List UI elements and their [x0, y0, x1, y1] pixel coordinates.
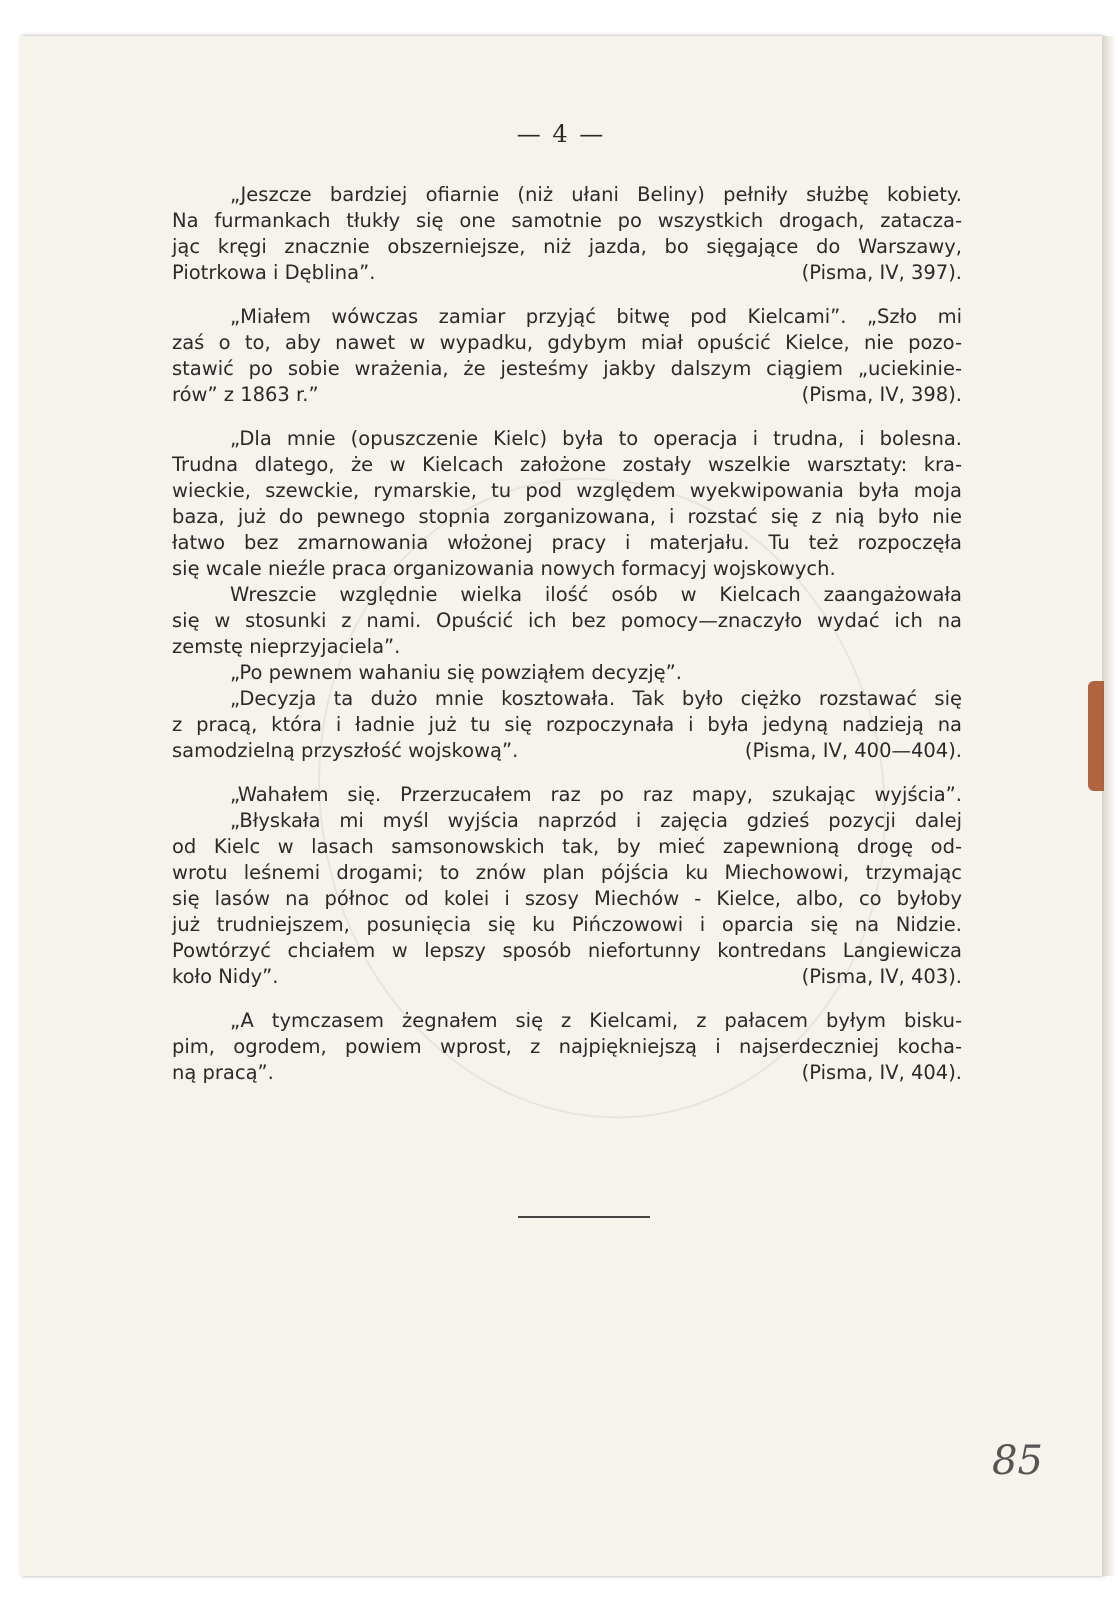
- text-line: Powtórzyć chciałem w lepszy sposób niefortunny kontredans Langiewicza: [172, 939, 962, 962]
- text-line: stawić po sobie wrażenia, że jesteśmy jakby dalszym ciągiem „uciekinie-: [172, 357, 962, 380]
- text-line: „Dla mnie (opuszczenie Kielc) była to operacja i trudna, i bolesna.: [230, 427, 962, 450]
- text-line: „Jeszcze bardziej ofiarnie (niż ułani Beliny) pełniły służbę kobiety.: [230, 183, 962, 206]
- text-line: już trudniejszem, posunięcia się ku Pińczowowi i oparcia się na Nidzie.: [172, 913, 962, 936]
- text-line: „Błyskała mi myśl wyjścia naprzód i zajęcia gdzieś pozycji dalej: [230, 809, 962, 832]
- citation-line: [172, 964, 962, 990]
- text-line: „Wahałem się. Przerzucałem raz po raz mapy, szukając wyjścia”.: [230, 783, 962, 806]
- text-line: pim, ogrodem, powiem wprost, z najpiękniejszą i najserdeczniej kocha-: [172, 1035, 962, 1058]
- text-line: Wreszcie względnie wielka ilość osób w Kielcach zaangażowała: [230, 583, 962, 606]
- section-divider: [518, 1216, 650, 1218]
- source-citation: (Pisma, IV, 398).: [801, 383, 962, 406]
- text-line: „Decyzja ta dużo mnie kosztowała. Tak było ciężko rozstawać się: [230, 687, 962, 710]
- citation-line: [172, 382, 962, 408]
- text-line: się w stosunki z nami. Opuścić ich bez pomocy—znaczyło wydać ich na: [172, 609, 962, 632]
- quote-paragraph-5: [172, 1008, 962, 1086]
- citation-line: [172, 260, 962, 286]
- text-line: zaś o to, aby nawet w wypadku, gdybym miał opuścić Kielce, nie pozo-: [172, 331, 962, 354]
- text-line: zemstę nieprzyjaciela”.: [172, 635, 401, 658]
- text-line: od Kielc w lasach samsonowskich tak, by mieć zapewnioną drogę od-: [172, 835, 962, 858]
- text-line-end: samodzielną przyszłość wojskową”.: [172, 739, 519, 762]
- text-line: Na furmankach tłukły się one samotnie po wszystkich drogach, zatacza-: [172, 209, 962, 232]
- text-line-end: koło Nidy”.: [172, 965, 279, 988]
- text-line: wieckie, szewckie, rymarskie, tu pod względem wyekwipowania była moja: [172, 479, 962, 502]
- text-line: łatwo bez zmarnowania włożonej pracy i materjału. Tu też rozpoczęła: [172, 531, 962, 554]
- page-spine-edge: [1102, 36, 1116, 1576]
- text-line-end: Piotrkowa i Dęblina”.: [172, 261, 376, 284]
- document-body: [172, 182, 962, 1104]
- text-line: wrotu leśnemi drogami; to znów plan pójścia ku Miechowowi, trzymając: [172, 861, 962, 884]
- source-citation: (Pisma, IV, 404).: [801, 1061, 962, 1084]
- quote-paragraph-3: [172, 426, 962, 764]
- text-line: się lasów na północ od kolei i szosy Miechów - Kielce, albo, co byłoby: [172, 887, 962, 910]
- text-line-end: rów” z 1863 r.”: [172, 383, 319, 406]
- source-citation: (Pisma, IV, 397).: [801, 261, 962, 284]
- citation-line: [172, 738, 962, 764]
- quote-paragraph-1: [172, 182, 962, 286]
- source-citation: (Pisma, IV, 403).: [801, 965, 962, 988]
- text-line: baza, już do pewnego stopnia zorganizowana, i rozstać się z nią było nie: [172, 505, 962, 528]
- source-citation: (Pisma, IV, 400—404).: [744, 739, 962, 762]
- text-line: „A tymczasem żegnałem się z Kielcami, z pałacem byłym bisku-: [230, 1009, 962, 1032]
- document-page: [20, 36, 1102, 1576]
- text-line: się wcale nieźle praca organizowania nowych formacyj wojskowych.: [172, 557, 836, 580]
- citation-line: [172, 1060, 962, 1086]
- binding-tear: [1088, 681, 1104, 791]
- text-line: z pracą, która i ładnie już tu się rozpoczynała i była jedyną nadzieją na: [172, 713, 962, 736]
- quote-paragraph-2: [172, 304, 962, 408]
- handwritten-page-number: 85: [992, 1438, 1043, 1484]
- quote-paragraph-4: [172, 782, 962, 990]
- text-line: „Po pewnem wahaniu się powziąłem decyzję”.: [230, 661, 682, 684]
- text-line-end: ną pracą”.: [172, 1061, 274, 1084]
- text-line: jąc kręgi znacznie obszerniejsze, niż jazda, bo sięgające do Warszawy,: [172, 235, 962, 258]
- text-line: Trudna dlatego, że w Kielcach założone zostały wszelkie warsztaty: kra-: [172, 453, 962, 476]
- text-line: „Miałem wówczas zamiar przyjąć bitwę pod Kielcami”. „Szło mi: [230, 305, 962, 328]
- page-number: — 4 —: [516, 120, 606, 148]
